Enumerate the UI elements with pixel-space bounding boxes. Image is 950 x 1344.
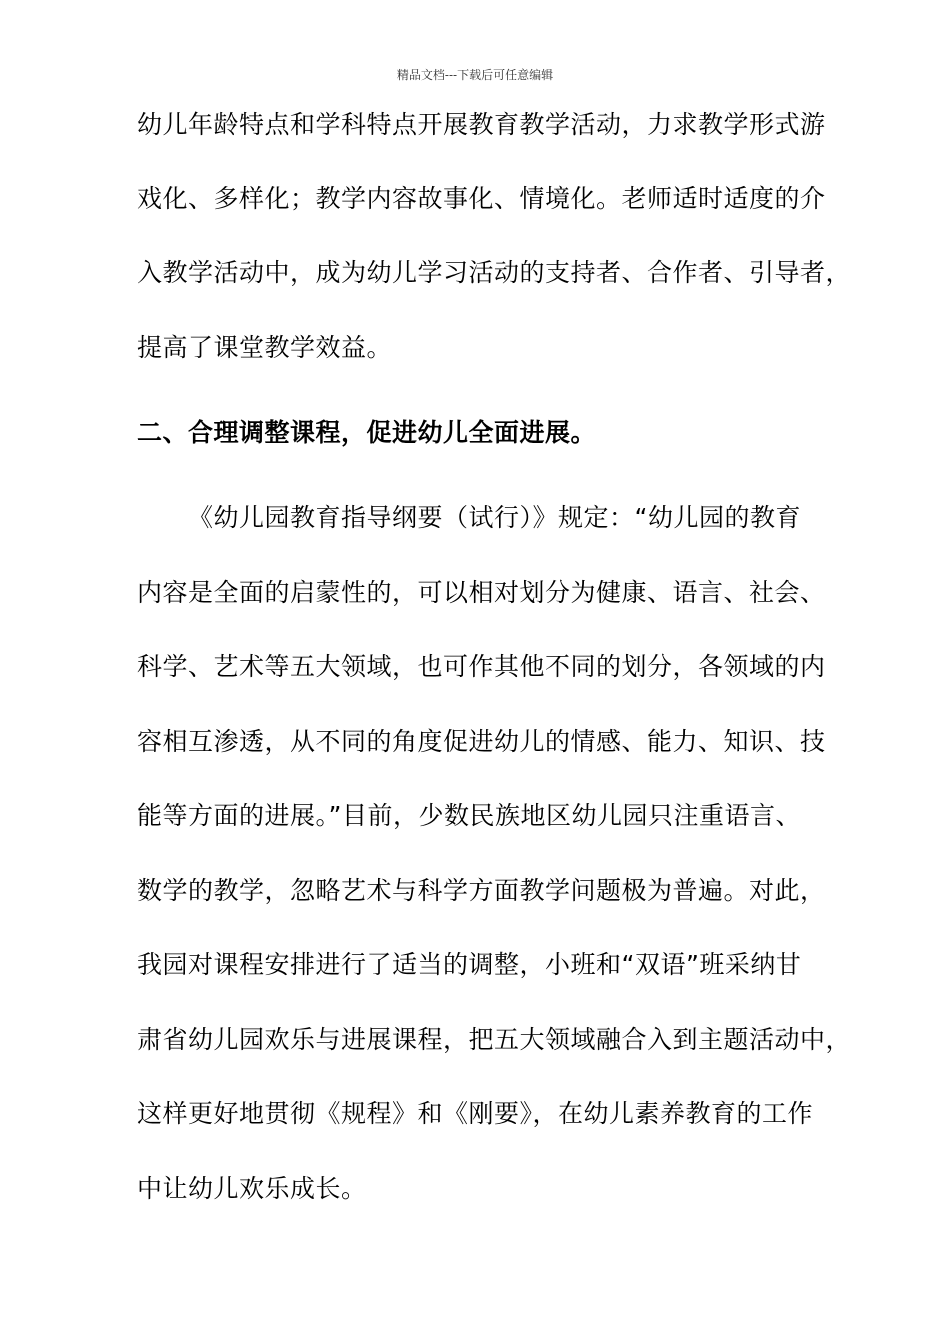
text-line: 幼儿年龄特点和学科特点开展教育教学活动，力求教学形式游 xyxy=(137,110,826,139)
text-line: 提高了课堂教学效益。 xyxy=(137,333,393,362)
text-line: 数学的教学，忽略艺术与科学方面教学问题极为普遍。对此， xyxy=(137,876,826,905)
text-line: 容相互渗透，从不同的角度促进幼儿的情感、能力、知识、技 xyxy=(137,727,826,756)
text-line: 《幼儿园教育指导纲要（试行）》规定：“幼儿园的教育 xyxy=(188,503,801,532)
section-heading: 二、合理调整课程，促进幼儿全面进展。 xyxy=(137,418,597,447)
text-line: 肃省幼儿园欢乐与进展课程，把五大领域融合入到主题活动中， xyxy=(137,1025,852,1054)
text-line: 我园对课程安排进行了适当的调整，小班和“双语”班采纳甘 xyxy=(137,950,802,979)
text-line: 中让幼儿欢乐成长。 xyxy=(137,1174,367,1203)
text-line: 内容是全面的启蒙性的，可以相对划分为健康、语言、社会、 xyxy=(137,578,826,607)
text-line: 这样更好地贯彻《规程》和《刚要》，在幼儿素养教育的工作 xyxy=(137,1099,814,1128)
text-line: 能等方面的进展。”目前，少数民族地区幼儿园只注重语言、 xyxy=(137,801,801,830)
page-header: 精品文档---下载后可任意编辑 xyxy=(396,68,554,82)
text-line: 戏化、多样化；教学内容故事化、情境化。老师适时适度的介 xyxy=(137,184,826,213)
text-line: 科学、艺术等五大领域，也可作其他不同的划分，各领域的内 xyxy=(137,652,826,681)
text-line: 入教学活动中，成为幼儿学习活动的支持者、合作者、引导者， xyxy=(137,258,852,287)
